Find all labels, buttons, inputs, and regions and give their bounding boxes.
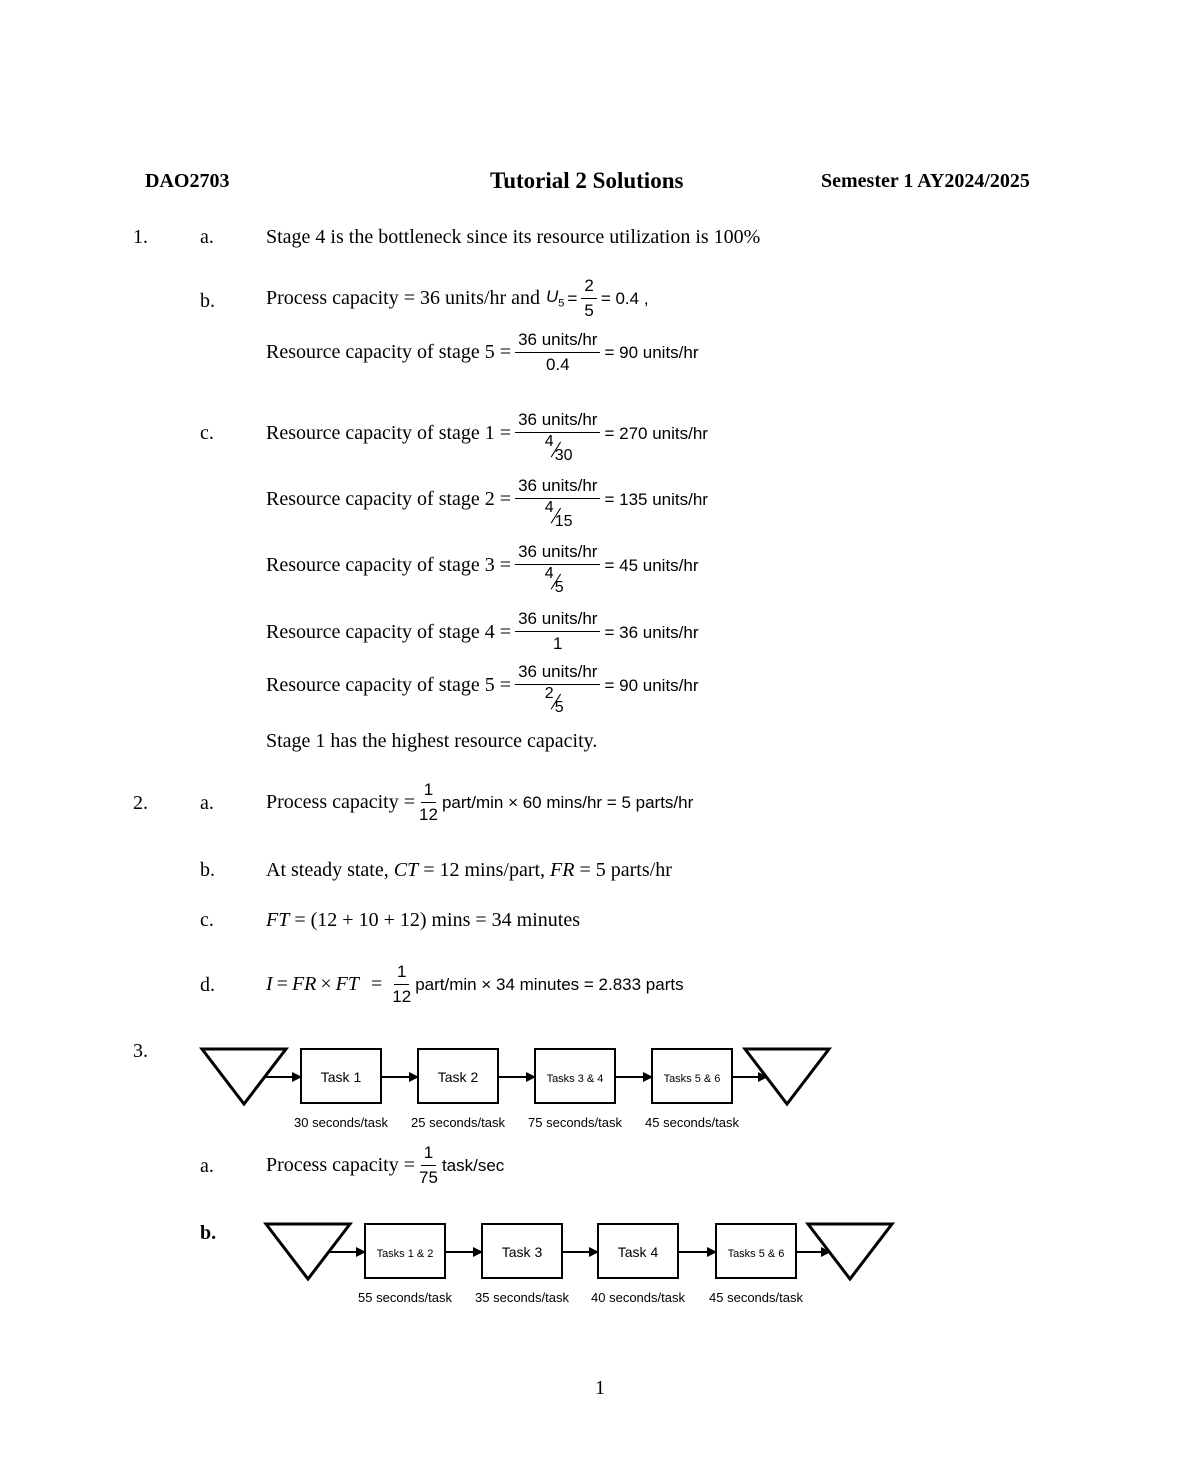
- task-label: Tasks 5 & 6: [663, 1073, 721, 1085]
- document-title: Tutorial 2 Solutions: [490, 168, 684, 193]
- q1c-fraction: 36 units/hr 4 30: [515, 410, 600, 467]
- task-time-label: 45 seconds/task: [709, 1290, 803, 1305]
- q3a-fraction: $\frac{1}{75}$: [419, 1143, 438, 1187]
- q1c-row: Resource capacity of stage 5 = 36 units/hr 2 5 = 90 units/hr: [266, 662, 699, 719]
- page-number: 1: [595, 1377, 605, 1399]
- task-label: Task 1: [320, 1069, 362, 1085]
- q1b-label: b.: [200, 290, 215, 312]
- q2c-label: c.: [200, 909, 214, 931]
- task-label: Task 3: [501, 1244, 543, 1260]
- q1c-row: Resource capacity of stage 2 = 36 units/hr 4 15 = 135 units/hr: [266, 476, 708, 533]
- q1b-line2-fraction: $\frac{\text{36 units/hr}}{0.4}$: [515, 330, 600, 375]
- q1c-conclusion: Stage 1 has the highest resource capacity.: [266, 730, 598, 752]
- task-label: Tasks 5 & 6: [727, 1248, 785, 1260]
- task-time-label: 30 seconds/task: [294, 1115, 388, 1130]
- utilization-variable: $U_5$: [546, 287, 565, 310]
- question-1-number: 1.: [133, 226, 148, 248]
- task-time-label: 40 seconds/task: [591, 1290, 685, 1305]
- q1c-fraction: 36 units/hr 4 5: [515, 542, 600, 599]
- q2b-line: At steady state, CT = 12 mins/part, FR = 5 parts/hr: [266, 859, 672, 881]
- q2a-suffix: part/min × 60 mins/hr = 5 parts/hr: [441, 792, 694, 812]
- q3a-line: Process capacity = $\frac{1}{75}$ task/sec: [266, 1143, 505, 1187]
- q2a-fraction: $\frac{1}{12}$: [419, 780, 438, 824]
- q3b-label: b.: [200, 1222, 217, 1244]
- q2d-line: I = FR × FT = $\frac{1}{12}$ part/min × 34 minutes = 2.833 parts: [266, 962, 684, 1006]
- q1b-line2-prefix: Resource capacity of stage 5 =: [266, 341, 512, 363]
- question-2-number: 2.: [133, 792, 148, 814]
- q2b-label: b.: [200, 859, 215, 881]
- task-label: Tasks 3 & 4: [546, 1073, 604, 1085]
- q1b-line1: Process capacity = 36 units/hr and $U_5$ = $\frac{2}{5}$ = 0.4 ,: [266, 276, 649, 320]
- utilization-fraction: $\frac{2}{5}$: [581, 276, 596, 321]
- q2d-fraction: $\frac{1}{12}$: [392, 962, 412, 1006]
- q2c-line: FT = (12 + 10 + 12) mins = 34 minutes: [266, 909, 581, 931]
- q1a-label: a.: [200, 226, 214, 248]
- task-time-label: 35 seconds/task: [475, 1290, 569, 1305]
- utilization-result: = 0.4 ,: [600, 288, 649, 308]
- question-3-number: 3.: [133, 1040, 148, 1062]
- q1c-label: c.: [200, 422, 214, 444]
- q1c-fraction: $\frac{\text{36 units/hr}}{1}$: [515, 609, 600, 654]
- task-label: Task 4: [617, 1244, 659, 1260]
- q1a-text: Stage 4 is the bottleneck since its resource utilization is 100%: [266, 226, 761, 248]
- q1c-row: Resource capacity of stage 4 = $\frac{\text{36 units/hr}}{1}$ = 36 units/hr: [266, 609, 699, 653]
- course-code: DAO2703: [145, 170, 230, 192]
- q1c-fraction: 36 units/hr 4 15: [515, 476, 600, 533]
- q2a-label: a.: [200, 792, 214, 814]
- task-time-label: 55 seconds/task: [358, 1290, 452, 1305]
- q1c-row: Resource capacity of stage 3 = 36 units/hr 4 5 = 45 units/hr: [266, 542, 699, 599]
- q2a-prefix: Process capacity =: [266, 791, 416, 813]
- semester-label: Semester 1 AY2024/2025: [821, 170, 1030, 192]
- q1c-row: Resource capacity of stage 1 = 36 units/hr 4 30 = 270 units/hr: [266, 410, 708, 467]
- task-time-label: 45 seconds/task: [645, 1115, 739, 1130]
- task-label: Task 2: [437, 1069, 479, 1085]
- q1b-line2-result: = 90 units/hr: [604, 342, 699, 362]
- q3a-label: a.: [200, 1155, 214, 1177]
- q1c-fraction: 36 units/hr 2 5: [515, 662, 600, 719]
- q2d-label: d.: [200, 974, 215, 996]
- q1b-line1-prefix: Process capacity = 36 units/hr and: [266, 287, 540, 309]
- task-label: Tasks 1 & 2: [376, 1248, 434, 1260]
- task-time-label: 75 seconds/task: [528, 1115, 622, 1130]
- task-time-label: 25 seconds/task: [411, 1115, 505, 1130]
